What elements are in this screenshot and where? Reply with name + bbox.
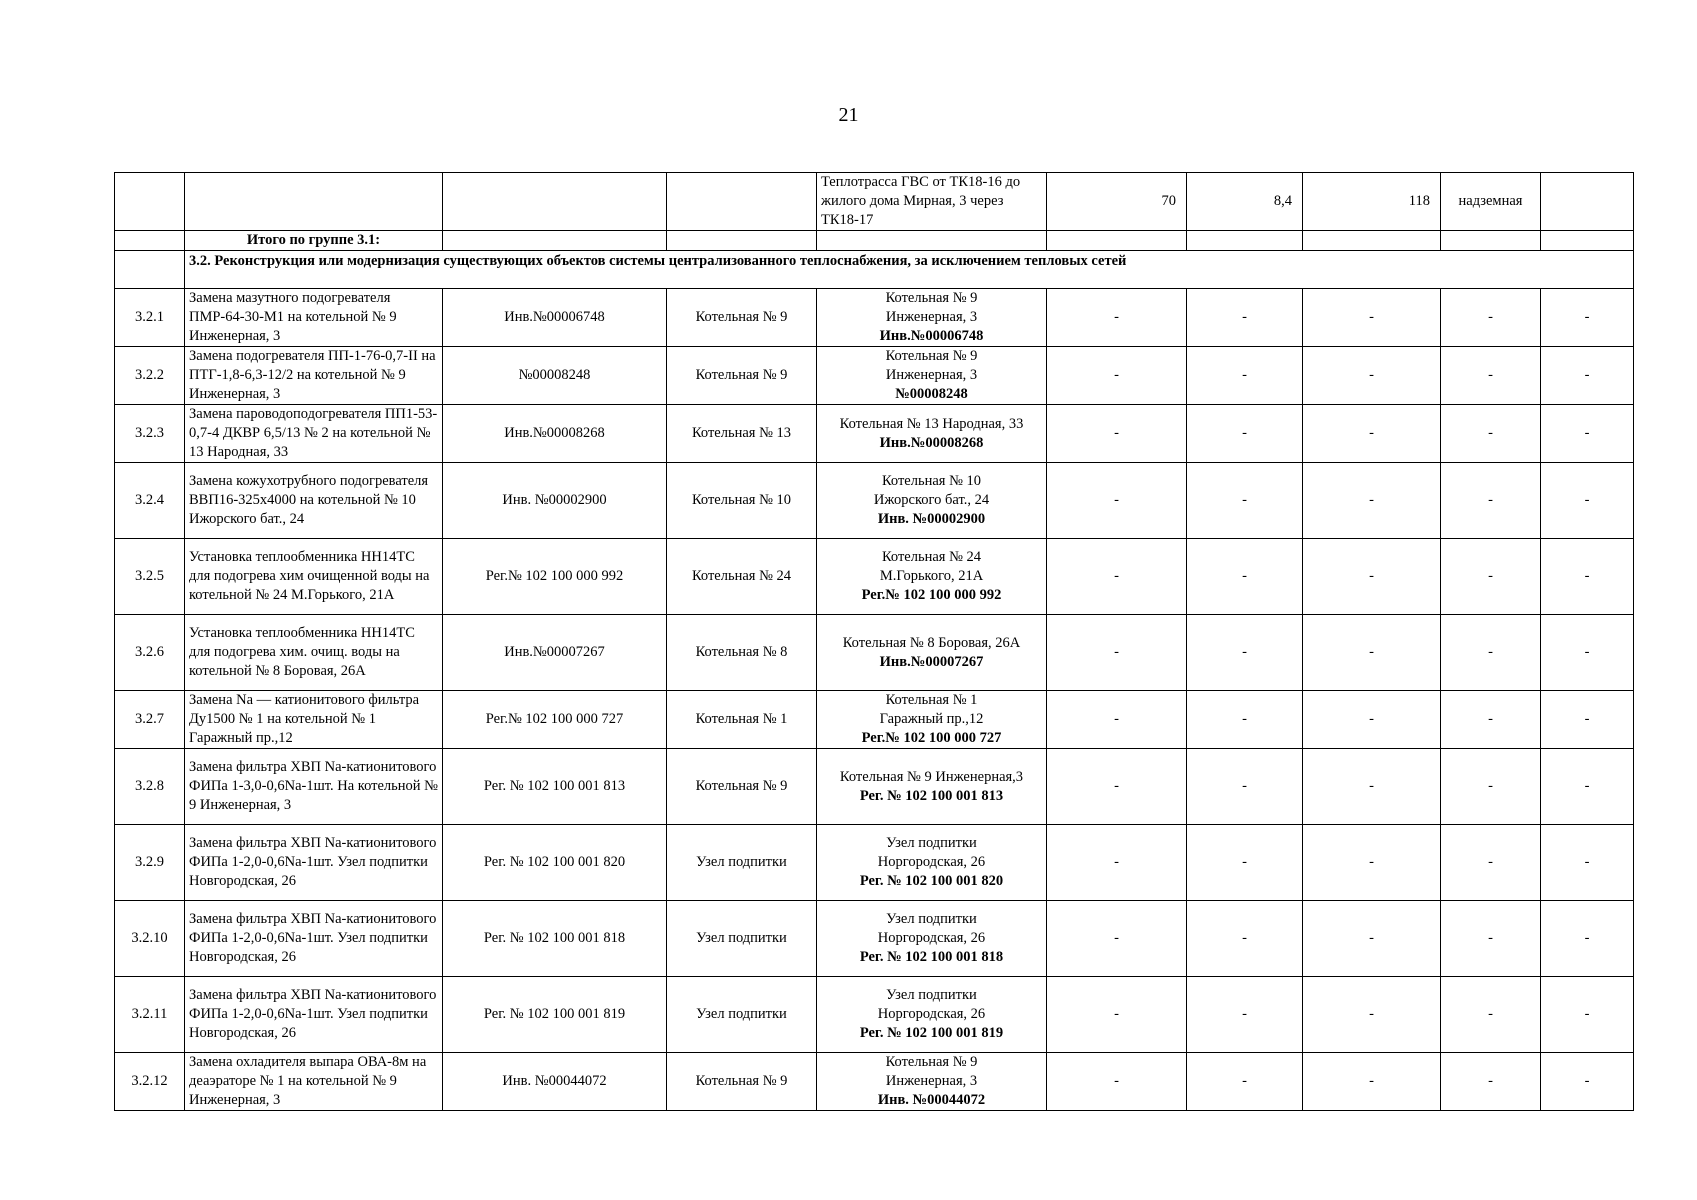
measure-description: Замена фильтра ХВП Na-катионитового ФИПа 1-3,0-0,6Na-1шт. На котельной № 9 Инженерная, 3 xyxy=(185,749,443,825)
location-line: Норгородская, 26 xyxy=(877,930,986,946)
location-registration: Рег.№ 102 100 000 727 xyxy=(861,730,1002,746)
location-line: Котельная № 9 xyxy=(885,348,978,364)
inventory-number: Рег. № 102 100 001 819 xyxy=(443,977,667,1053)
measure-description: Замена Na — катионитового фильтра Ду1500 № 1 на котельной № 1 Гаражный пр.,12 xyxy=(185,691,443,749)
empty-value-dash: - xyxy=(1441,463,1541,539)
object-location xyxy=(817,405,1047,463)
location-registration: Рег. № 102 100 001 813 xyxy=(859,787,1004,804)
measure-description: Замена фильтра ХВП Na-катионитового ФИПа 1-2,0-0,6Na-1шт. Узел подпитки Новгородская, 26 xyxy=(185,977,443,1053)
value-cell: 118 xyxy=(1303,173,1441,231)
row-number: 3.2.8 xyxy=(115,749,185,825)
object-location xyxy=(817,901,1047,977)
empty-value-dash: - xyxy=(1047,691,1187,749)
location-registration: Рег. № 102 100 001 820 xyxy=(859,873,1004,889)
inventory-number: Инв.№00007267 xyxy=(443,615,667,691)
object-name: Котельная № 9 xyxy=(667,749,817,825)
table-row xyxy=(115,539,1634,615)
object-name: Котельная № 8 xyxy=(667,615,817,691)
location-line: Котельная № 8 Боровая, 26А xyxy=(842,634,1021,651)
location-line: Котельная № 9 xyxy=(885,1054,978,1070)
location-registration: Инв. №00002900 xyxy=(877,511,986,527)
measure-description: Замена мазутного подогревателя ПМР-64-30-М1 на котельной № 9 Инженерная, 3 xyxy=(185,289,443,347)
empty-value-dash: - xyxy=(1441,1053,1541,1111)
section-header-row xyxy=(115,251,1634,289)
empty-value-dash: - xyxy=(1047,977,1187,1053)
value-cell: 70 xyxy=(1047,173,1187,231)
location-line: Котельная № 24 xyxy=(881,549,982,565)
location-registration: Рег. № 102 100 001 818 xyxy=(859,949,1004,965)
location-line: Ижорского бат., 24 xyxy=(873,492,990,508)
empty-value-dash: - xyxy=(1441,289,1541,347)
inventory-number: Рег. № 102 100 001 813 xyxy=(443,749,667,825)
object-name: Котельная № 1 xyxy=(667,691,817,749)
measure-description: Замена пароводоподогревателя ПП1-53-0,7-4 ДКВР 6,5/13 № 2 на котельной № 13 Народная, 33 xyxy=(185,405,443,463)
empty-value-dash: - xyxy=(1303,749,1441,825)
location-registration: Инв.№00008268 xyxy=(879,434,984,451)
measure-description: Замена кожухотрубного подогревателя ВВП16-325х4000 на котельной № 10 Ижорского бат., 24 xyxy=(185,463,443,539)
table-row xyxy=(115,289,1634,347)
empty-value-dash: - xyxy=(1047,463,1187,539)
empty-value-dash: - xyxy=(1541,405,1634,463)
location-registration: Инв.№00007267 xyxy=(879,653,984,670)
measure-description: Установка теплообменника НН14ТС для подогрева хим. очищ. воды на котельной № 8 Боровая, 26А xyxy=(185,615,443,691)
row-number: 3.2.4 xyxy=(115,463,185,539)
empty-value-dash: - xyxy=(1541,539,1634,615)
location-line: Норгородская, 26 xyxy=(877,1006,986,1022)
object-location xyxy=(817,977,1047,1053)
empty-value-dash: - xyxy=(1187,825,1303,901)
empty-value-dash: - xyxy=(1047,825,1187,901)
location-line: Котельная № 1 xyxy=(885,692,978,708)
object-location xyxy=(817,539,1047,615)
location-registration: Рег.№ 102 100 000 992 xyxy=(861,587,1002,603)
empty-value-dash: - xyxy=(1047,347,1187,405)
table-row xyxy=(115,463,1634,539)
location-line: Гаражный пр.,12 xyxy=(879,711,984,727)
location-line: Узел подпитки xyxy=(886,911,977,927)
empty-value-dash: - xyxy=(1303,405,1441,463)
location-registration: №00008248 xyxy=(895,386,968,402)
object-name: Узел подпитки xyxy=(667,825,817,901)
table-row xyxy=(115,977,1634,1053)
route-cell: Теплотрасса ГВС от ТК18-16 до жилого дома Мирная, 3 через ТК18-17 xyxy=(817,173,1047,231)
empty-value-dash: - xyxy=(1541,749,1634,825)
inventory-number: Рег.№ 102 100 000 992 xyxy=(443,539,667,615)
measure-description: Установка теплообменника НН14ТС для подогрева хим очищенной воды на котельной № 24 М.Горького, 21А xyxy=(185,539,443,615)
object-name: Узел подпитки xyxy=(667,901,817,977)
empty-value-dash: - xyxy=(1303,691,1441,749)
empty-value-dash: - xyxy=(1187,347,1303,405)
page-number: 21 xyxy=(838,104,859,126)
object-name: Котельная № 10 xyxy=(667,463,817,539)
empty-value-dash: - xyxy=(1047,749,1187,825)
row-number: 3.2.10 xyxy=(115,901,185,977)
object-name: Котельная № 9 xyxy=(667,1053,817,1111)
object-location xyxy=(817,347,1047,405)
empty-value-dash: - xyxy=(1187,615,1303,691)
section-title: 3.2. Реконструкция или модернизация существующих объектов системы централизованного теплоснабжения, за исключением тепловых сетей xyxy=(185,251,1634,289)
object-location xyxy=(817,615,1047,691)
inventory-number: Инв. №00044072 xyxy=(443,1053,667,1111)
empty-value-dash: - xyxy=(1441,347,1541,405)
inventory-number: №00008248 xyxy=(443,347,667,405)
location-line: Инженерная, 3 xyxy=(885,309,978,325)
empty-value-dash: - xyxy=(1047,405,1187,463)
empty-value-dash: - xyxy=(1047,615,1187,691)
group-total-label: Итого по группе 3.1: xyxy=(185,231,443,251)
empty-value-dash: - xyxy=(1441,825,1541,901)
object-location xyxy=(817,289,1047,347)
empty-value-dash: - xyxy=(1541,615,1634,691)
empty-value-dash: - xyxy=(1303,977,1441,1053)
empty-value-dash: - xyxy=(1441,691,1541,749)
object-location xyxy=(817,691,1047,749)
location-registration: Инв.№00006748 xyxy=(879,328,984,344)
empty-value-dash: - xyxy=(1187,749,1303,825)
location-line: Котельная № 13 Народная, 33 xyxy=(839,415,1024,432)
table-row xyxy=(115,405,1634,463)
empty-value-dash: - xyxy=(1303,825,1441,901)
table-row xyxy=(115,901,1634,977)
table-row xyxy=(115,615,1634,691)
empty-value-dash: - xyxy=(1303,347,1441,405)
row-number: 3.2.5 xyxy=(115,539,185,615)
empty-value-dash: - xyxy=(1541,347,1634,405)
measure-description: Замена фильтра ХВП Na-катионитового ФИПа 1-2,0-0,6Na-1шт. Узел подпитки Новгородская, 26 xyxy=(185,901,443,977)
empty-value-dash: - xyxy=(1187,977,1303,1053)
table-row xyxy=(115,347,1634,405)
row-number: 3.2.7 xyxy=(115,691,185,749)
empty-value-dash: - xyxy=(1303,289,1441,347)
laying-type-cell: надземная xyxy=(1441,173,1541,231)
empty-value-dash: - xyxy=(1303,901,1441,977)
measure-description: Замена охладителя выпара ОВА-8м на деаэраторе № 1 на котельной № 9 Инженерная, 3 xyxy=(185,1053,443,1111)
empty-value-dash: - xyxy=(1187,405,1303,463)
empty-value-dash: - xyxy=(1541,1053,1634,1111)
empty-value-dash: - xyxy=(1187,691,1303,749)
object-location xyxy=(817,825,1047,901)
inventory-number: Инв.№00008268 xyxy=(443,405,667,463)
empty-value-dash: - xyxy=(1441,539,1541,615)
empty-value-dash: - xyxy=(1187,289,1303,347)
empty-value-dash: - xyxy=(1047,539,1187,615)
object-name: Котельная № 13 xyxy=(667,405,817,463)
empty-value-dash: - xyxy=(1303,463,1441,539)
object-name: Котельная № 24 xyxy=(667,539,817,615)
empty-value-dash: - xyxy=(1541,289,1634,347)
table-row xyxy=(115,1053,1634,1111)
inventory-number: Рег. № 102 100 001 820 xyxy=(443,825,667,901)
location-registration: Инв. №00044072 xyxy=(877,1092,986,1108)
empty-value-dash: - xyxy=(1187,463,1303,539)
location-line: Котельная № 10 xyxy=(881,473,982,489)
value-cell: 8,4 xyxy=(1187,173,1303,231)
empty-value-dash: - xyxy=(1047,1053,1187,1111)
location-line: Норгородская, 26 xyxy=(877,854,986,870)
empty-value-dash: - xyxy=(1187,539,1303,615)
empty-value-dash: - xyxy=(1541,825,1634,901)
location-registration: Рег. № 102 100 001 819 xyxy=(859,1025,1004,1041)
empty-value-dash: - xyxy=(1303,615,1441,691)
location-line: Котельная № 9 Инженерная,3 xyxy=(839,768,1024,785)
object-location xyxy=(817,749,1047,825)
table-row xyxy=(115,173,1634,231)
measure-description: Замена подогревателя ПП-1-76-0,7-II на ПТГ-1,8-6,3-12/2 на котельной № 9 Инженерная, 3 xyxy=(185,347,443,405)
empty-value-dash: - xyxy=(1541,977,1634,1053)
location-line: Узел подпитки xyxy=(886,835,977,851)
location-line: Котельная № 9 xyxy=(885,290,978,306)
table-row xyxy=(115,825,1634,901)
empty-value-dash: - xyxy=(1187,901,1303,977)
location-line: Инженерная, 3 xyxy=(885,367,978,383)
empty-value-dash: - xyxy=(1441,901,1541,977)
investment-table xyxy=(114,172,1634,1111)
object-location xyxy=(817,463,1047,539)
empty-value-dash: - xyxy=(1541,691,1634,749)
empty-value-dash: - xyxy=(1047,289,1187,347)
empty-value-dash: - xyxy=(1303,539,1441,615)
group-total-row xyxy=(115,231,1634,251)
object-name: Котельная № 9 xyxy=(667,289,817,347)
row-number: 3.2.12 xyxy=(115,1053,185,1111)
empty-value-dash: - xyxy=(1441,615,1541,691)
row-number: 3.2.2 xyxy=(115,347,185,405)
row-number: 3.2.3 xyxy=(115,405,185,463)
object-location xyxy=(817,1053,1047,1111)
location-line: М.Горького, 21А xyxy=(879,568,984,584)
row-number: 3.2.11 xyxy=(115,977,185,1053)
empty-value-dash: - xyxy=(1303,1053,1441,1111)
row-number: 3.2.6 xyxy=(115,615,185,691)
row-number: 3.2.9 xyxy=(115,825,185,901)
row-number: 3.2.1 xyxy=(115,289,185,347)
table-row xyxy=(115,749,1634,825)
inventory-number: Инв. №00002900 xyxy=(443,463,667,539)
inventory-number: Рег. № 102 100 001 818 xyxy=(443,901,667,977)
location-line: Узел подпитки xyxy=(886,987,977,1003)
empty-value-dash: - xyxy=(1441,405,1541,463)
empty-value-dash: - xyxy=(1441,749,1541,825)
table-row xyxy=(115,691,1634,749)
object-name: Котельная № 9 xyxy=(667,347,817,405)
location-line: Инженерная, 3 xyxy=(885,1073,978,1089)
inventory-number: Рег.№ 102 100 000 727 xyxy=(443,691,667,749)
empty-value-dash: - xyxy=(1541,463,1634,539)
object-name: Узел подпитки xyxy=(667,977,817,1053)
measure-description: Замена фильтра ХВП Na-катионитового ФИПа 1-2,0-0,6Na-1шт. Узел подпитки Новгородская, 26 xyxy=(185,825,443,901)
inventory-number: Инв.№00006748 xyxy=(443,289,667,347)
empty-value-dash: - xyxy=(1441,977,1541,1053)
empty-value-dash: - xyxy=(1541,901,1634,977)
empty-value-dash: - xyxy=(1187,1053,1303,1111)
empty-value-dash: - xyxy=(1047,901,1187,977)
